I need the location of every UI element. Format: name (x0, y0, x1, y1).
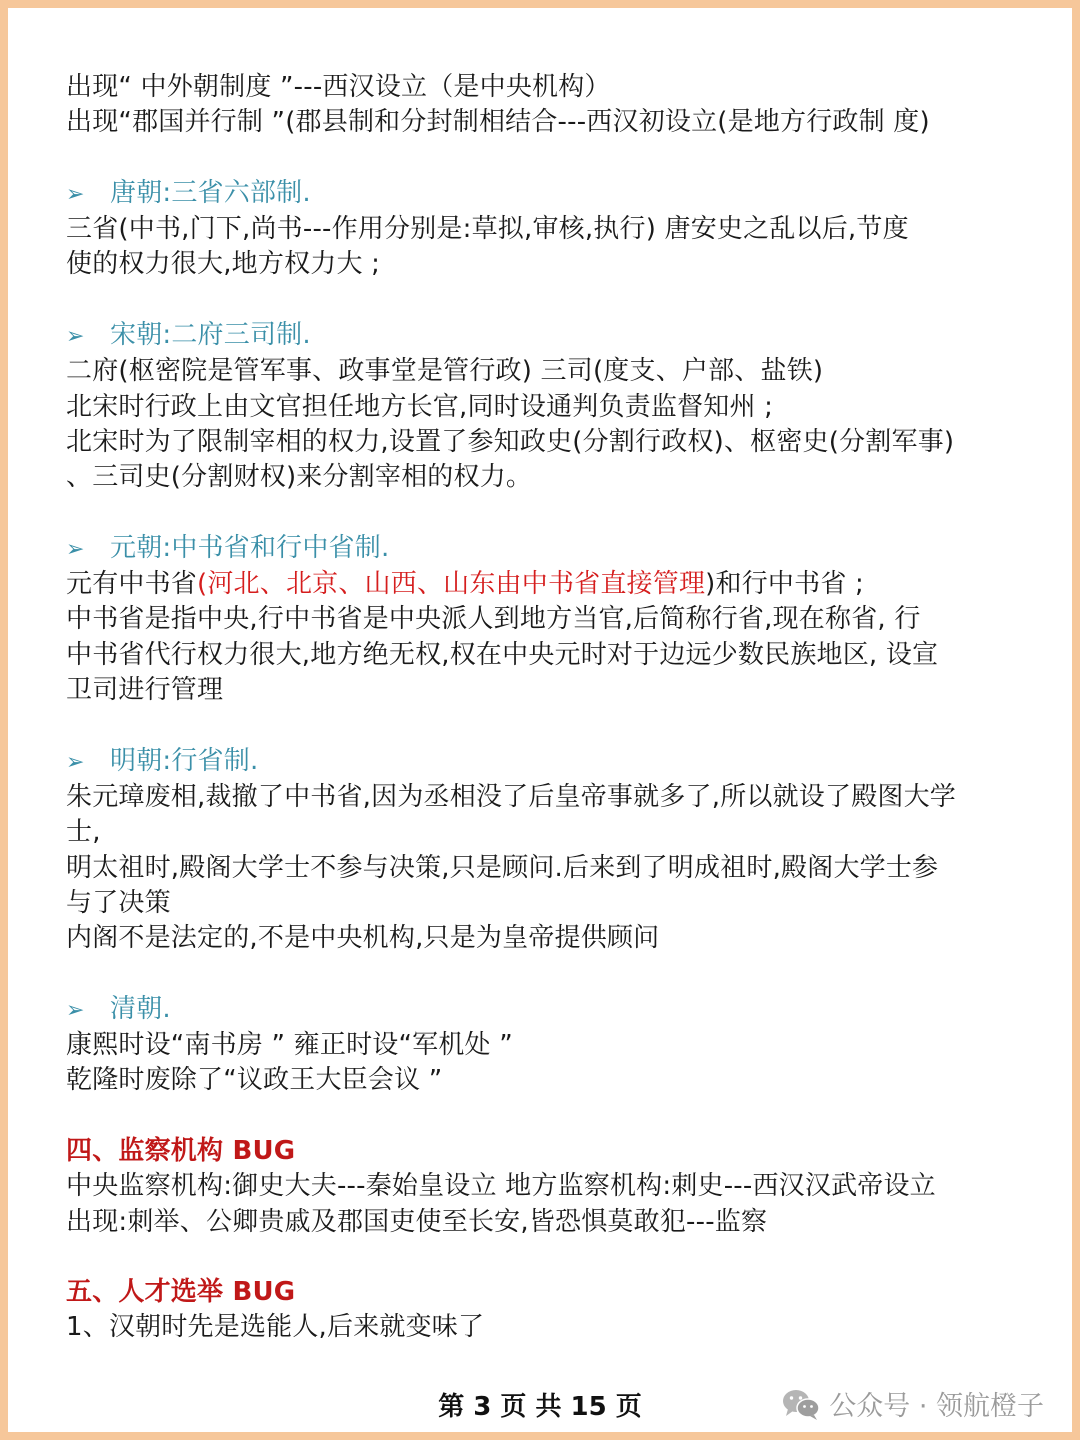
text-line: 、三司史(分割财权)来分割宰相的权力。 (66, 462, 533, 493)
arrow-bullet-icon: ➢ (66, 181, 85, 207)
text-line: 1、汉朝时先是选能人,后来就变味了 (66, 1312, 485, 1343)
arrow-bullet-icon: ➢ (66, 749, 85, 775)
document-body (66, 70, 1026, 1346)
arrow-bullet-icon: ➢ (66, 536, 85, 562)
text-line: 中央监察机构:御史大夫---秦始皇设立 地方监察机构:刺史---西汉汉武帝设立 (66, 1171, 936, 1202)
heading-song: ➢ 宋朝:二府三司制. (66, 318, 1026, 354)
text-line: 卫司进行管理 (66, 675, 224, 706)
wechat-icon (781, 1387, 821, 1421)
text-line: 出现“郡国并行制 ”(郡县制和分封制相结合---西汉初设立(是地方行政制 度) (66, 107, 930, 138)
text-line: 乾隆时废除了“议政王大臣会议 ” (66, 1065, 443, 1096)
text-line: 内阁不是法定的,不是中央机构,只是为皇帝提供顾问 (66, 923, 660, 954)
text-line: 二府(枢密院是管军事、政事堂是管行政) 三司(度支、户部、盐铁) (66, 356, 824, 387)
text-line: 明太祖时,殿阁大学士不参与决策,只是顾问.后来到了明成祖时,殿阁大学士参 (66, 852, 939, 883)
highlight-text: (河北、北京、山西、山东由中书省直接管理 (197, 569, 706, 600)
section-heading-supervision: 四、监察机构 BUG (66, 1135, 296, 1166)
arrow-bullet-icon: ➢ (66, 324, 85, 350)
text-line: 中书省代行权力很大,地方绝无权,权在中央元时对于边远少数民族地区, 设宣 (66, 639, 939, 670)
text-line: 元有中书省(河北、北京、山西、山东由中书省直接管理)和行中书省 ; (66, 569, 864, 600)
text-line: 中书省是指中央,行中书省是中央派人到地方当官,后简称行省,现在称省, 行 (66, 604, 921, 635)
text-line: 北宋时行政上由文官担任地方长官,同时设通判负责监督知州 ; (66, 391, 774, 422)
text-line: 北宋时为了限制宰相的权力,设置了参知政史(分割行政权)、枢密史(分割军事) (66, 426, 955, 457)
text-line: 与了决策 (66, 887, 171, 918)
heading-yuan: ➢ 元朝:中书省和行中省制. (66, 531, 1026, 567)
text-line: 三省(中书,门下,尚书---作用分别是:草拟,审核,执行) 唐安史之乱以后,节度 (66, 214, 909, 245)
text-line: 出现:刺举、公卿贵戚及郡国吏使至长安,皆恐惧莫敢犯---监察 (66, 1206, 768, 1237)
text-line: 士, (66, 817, 101, 848)
text-line: 出现“ 中外朝制度 ”---西汉设立（是中央机构） (66, 72, 611, 102)
text-line: 使的权力很大,地方权力大 ; (66, 249, 381, 280)
heading-ming: ➢ 明朝:行省制. (66, 744, 1026, 780)
section-heading-selection: 五、人才选举 BUG (66, 1277, 296, 1308)
heading-qing: ➢ 清朝. (66, 992, 1026, 1028)
text-line: 康熙时设“南书房 ” 雍正时设“军机处 ” (66, 1030, 513, 1061)
heading-tang: ➢ 唐朝:三省六部制. (66, 176, 1026, 212)
text-line: 朱元璋废相,裁撤了中书省,因为丞相没了后皇帝事就多了,所以就设了殿图大学 (66, 781, 956, 812)
brand-watermark (781, 1384, 1044, 1423)
arrow-bullet-icon: ➢ (66, 997, 85, 1023)
page-number: 第 3 页 共 15 页 (438, 1392, 642, 1422)
document-page (8, 8, 1072, 1432)
brand-text: 公众号 · 领航橙子 (829, 1391, 1044, 1422)
